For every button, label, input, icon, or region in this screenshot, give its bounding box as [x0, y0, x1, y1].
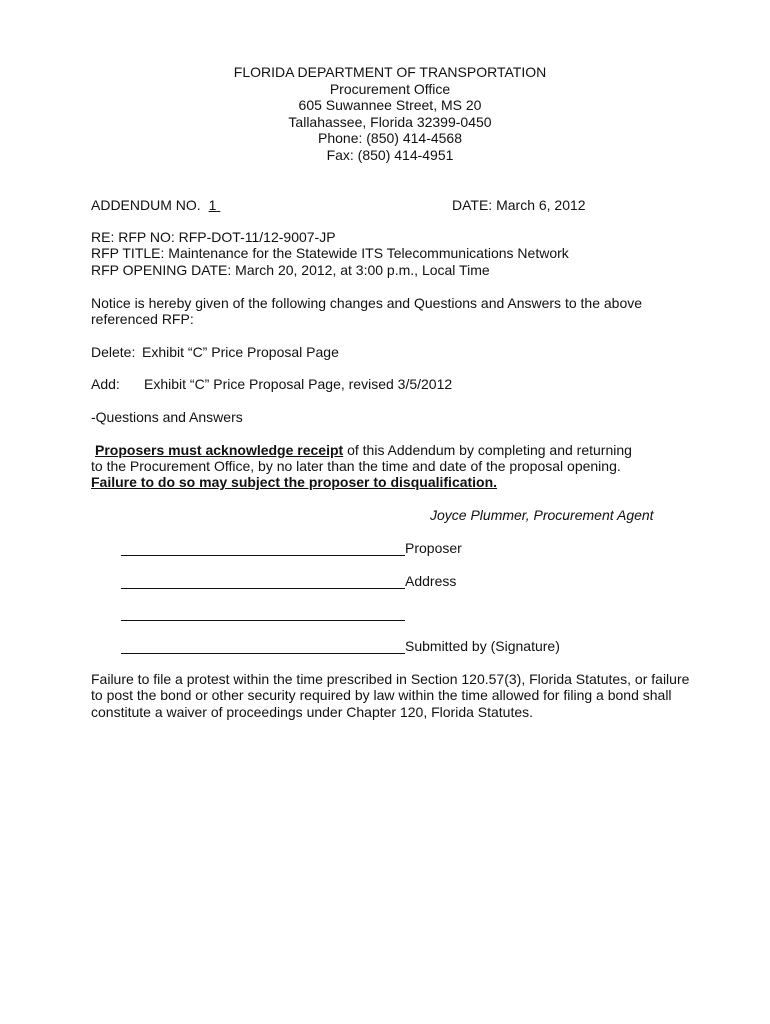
protest-line-2: to post the bond or other security required by law within the time allowed for filing a bond shall: [91, 687, 672, 703]
notice-line-2: referenced RFP:: [91, 311, 194, 327]
addendum-number: [91, 197, 224, 214]
questions-answers: -Questions and Answers: [91, 409, 243, 425]
address-line[interactable]: [121, 588, 405, 589]
addendum-label: ADDENDUM NO.: [91, 197, 201, 213]
disqualification-warning: Failure to do so may subject the proposer to disqualification.: [91, 474, 498, 490]
fax-number: Fax: (850) 414-4951: [326, 146, 454, 163]
notice-line-1: Notice is hereby given of the following changes and Questions and Answers to the above: [91, 295, 643, 311]
add-text: Exhibit “C” Price Proposal Page, revised 3/5/2012: [144, 376, 453, 392]
addendum-date: DATE: March 6, 2012: [452, 197, 586, 213]
rfp-title: RFP TITLE: Maintenance for the Statewide ITS Telecommunications Network: [91, 245, 569, 261]
submitted-signature-line[interactable]: [121, 653, 405, 654]
delete-label: Delete:: [91, 344, 136, 360]
acknowledge-line-1: [95, 442, 632, 459]
proposer-signature-line[interactable]: [121, 555, 405, 556]
addendum-number-value: 1: [208, 197, 217, 213]
protest-line-3: constitute a waiver of proceedings under Chapter 120, Florida Statutes.: [91, 704, 534, 720]
rfp-number: RE: RFP NO: RFP-DOT-11/12-9007-JP: [91, 229, 336, 245]
address-label: Address: [405, 573, 457, 589]
procurement-agent: Joyce Plummer, Procurement Agent: [430, 507, 654, 523]
add-label: Add:: [91, 376, 120, 392]
agency-name: FLORIDA DEPARTMENT OF TRANSPORTATION: [233, 64, 547, 80]
acknowledge-emphasis: Proposers must acknowledge receipt: [95, 442, 344, 458]
letterhead: [0, 64, 770, 163]
office-name: Procurement Office: [329, 80, 451, 97]
acknowledge-rest: of this Addendum by completing and returning: [343, 442, 632, 458]
submitted-label: Submitted by (Signature): [405, 638, 560, 654]
delete-text: Exhibit “C” Price Proposal Page: [142, 344, 339, 360]
street-address: 605 Suwannee Street, MS 20: [298, 97, 482, 113]
address-line-2[interactable]: [121, 620, 405, 621]
proposer-label: Proposer: [405, 540, 462, 556]
acknowledge-line-2: to the Procurement Office, by no later than the time and date of the proposal opening.: [91, 458, 621, 474]
rfp-opening-date: RFP OPENING DATE: March 20, 2012, at 3:00 p.m., Local Time: [91, 262, 490, 278]
city-address: Tallahassee, Florida 32399-0450: [288, 113, 492, 130]
phone-number: Phone: (850) 414-4568: [318, 130, 462, 146]
protest-line-1: Failure to file a protest within the time prescribed in Section 120.57(3), Florida Statutes, or failure: [91, 671, 690, 687]
